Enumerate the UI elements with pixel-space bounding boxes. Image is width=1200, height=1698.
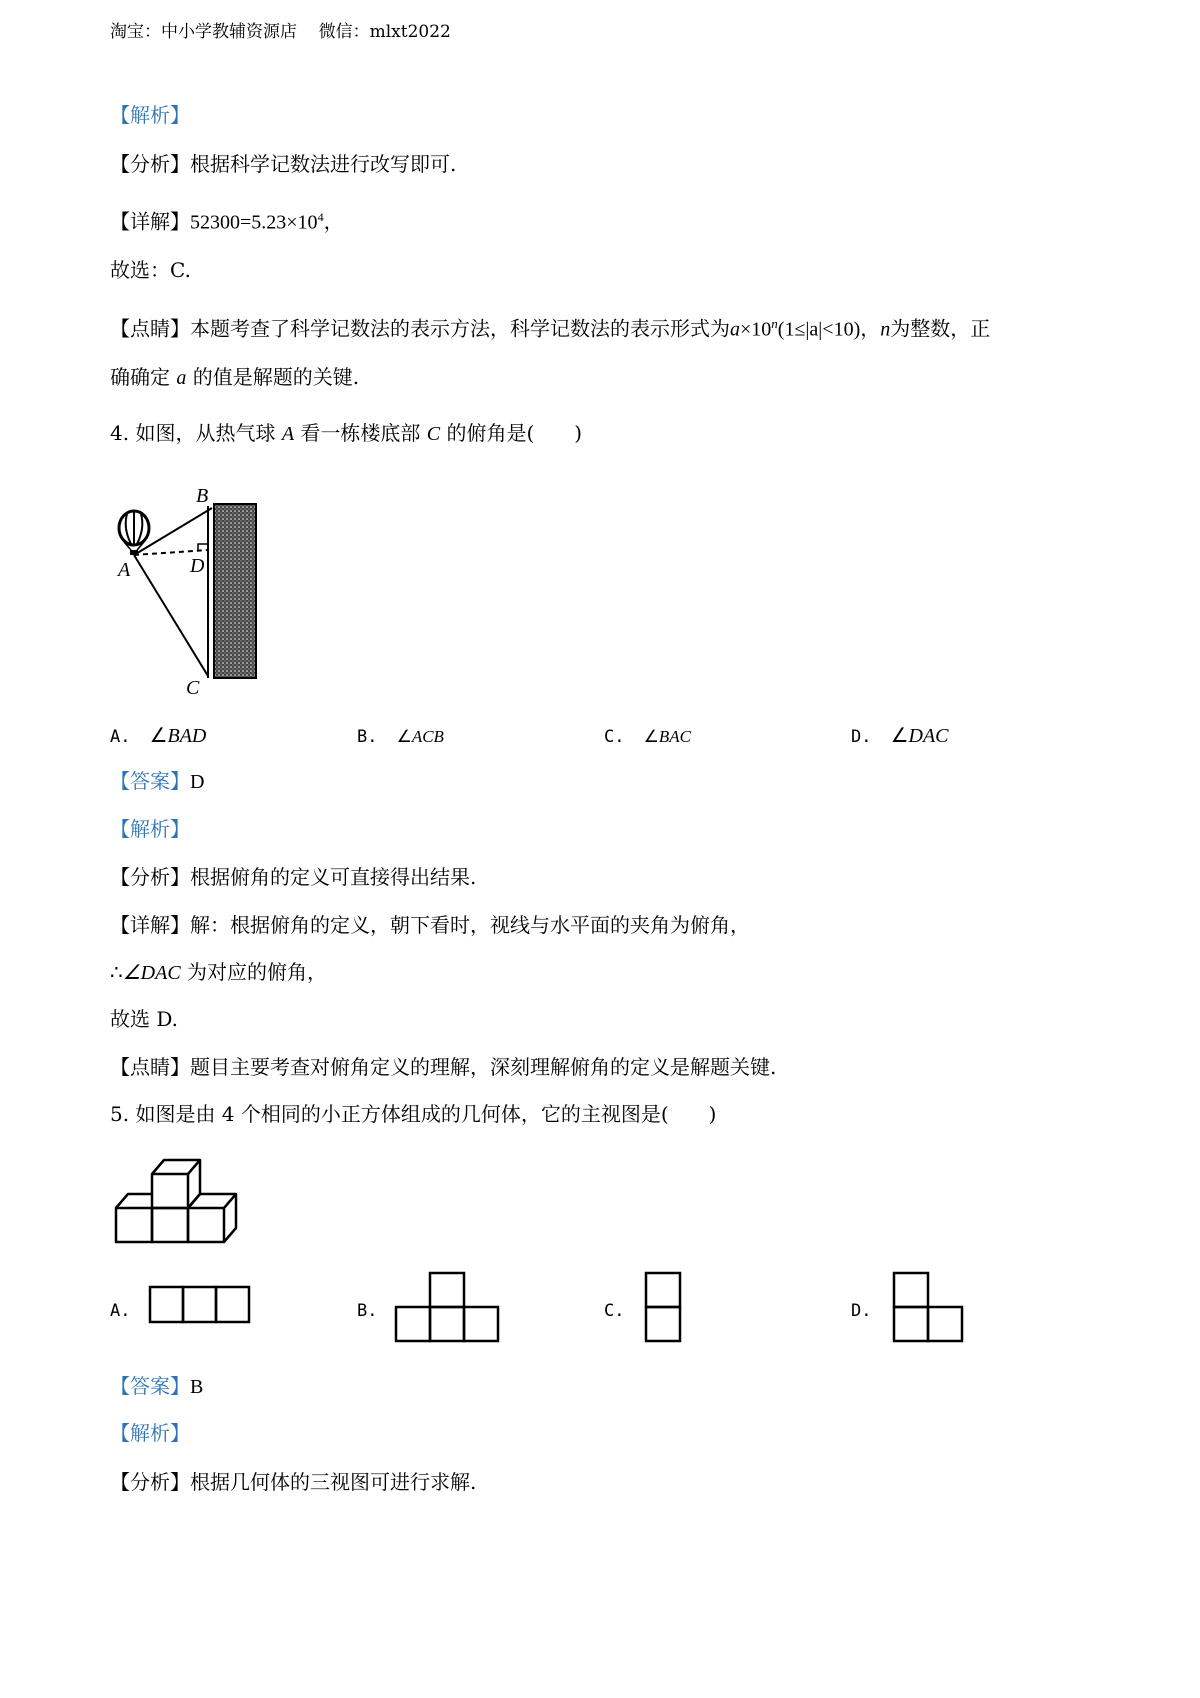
option-label: B. xyxy=(357,727,378,747)
page-header xyxy=(110,18,451,46)
option-c-shape xyxy=(644,1271,684,1343)
angle-symbol: ∠ xyxy=(149,725,168,747)
fenxi-text: 根据俯角的定义可直接得出结果. xyxy=(190,865,477,889)
q4-option-c xyxy=(604,721,691,751)
q5-answer xyxy=(110,1372,203,1401)
option-text: BAC xyxy=(658,727,691,746)
option-label: D. xyxy=(851,1301,872,1321)
fenxi-tag: 【分析】 xyxy=(110,152,190,176)
option-label: A. xyxy=(110,1301,131,1321)
option-label: A. xyxy=(110,727,131,747)
q4-option-b xyxy=(357,721,444,751)
xiangjie-tag: 【详解】 xyxy=(110,209,190,234)
var-n: n xyxy=(880,318,891,341)
q4-answer xyxy=(110,767,204,796)
option-text: ACB xyxy=(411,727,444,746)
xiangjie-tail: ， xyxy=(323,209,344,234)
dianjing-line2-a: 确确定 xyxy=(110,365,170,389)
q4-option-d xyxy=(851,721,949,751)
dianjing-line2-b: 的值是解题的关键. xyxy=(192,365,360,389)
option-b-shape xyxy=(394,1271,500,1343)
q3-jiexi: 【解析】 xyxy=(110,103,190,127)
formula-range: (1≤|a|<10) xyxy=(777,318,861,341)
q3-dianjing xyxy=(110,310,990,344)
q5-fenxi xyxy=(110,1468,476,1496)
q5-stem: 5. 如图是由 4 个相同的小正方体组成的几何体，它的主视图是( ) xyxy=(110,1102,717,1126)
answer-tag: 【答案】 xyxy=(110,769,190,793)
option-d-shape xyxy=(892,1271,966,1343)
balloon-building-figure xyxy=(110,478,270,698)
q5-option-a xyxy=(110,1295,130,1325)
q4-stem-b: 看一栋楼底部 xyxy=(300,421,421,445)
q4-option-a xyxy=(110,721,206,751)
fenxi-tag: 【分析】 xyxy=(110,865,190,889)
q4-fenxi xyxy=(110,863,476,891)
q3-xiangjie xyxy=(110,203,344,237)
option-a-shape xyxy=(148,1285,252,1325)
answer-value: D xyxy=(190,771,205,793)
answer-tag: 【答案】 xyxy=(110,1374,190,1398)
var-a: a xyxy=(176,367,187,389)
option-text: DAC xyxy=(908,725,949,747)
label-d: D xyxy=(190,555,205,577)
q3-fenxi xyxy=(110,150,456,178)
angle-symbol: ∠ xyxy=(890,725,909,747)
dianjing-text-1: 本题考查了科学记数法的表示方法，科学记数法的表示形式为 xyxy=(190,316,730,341)
dianjing-text-2: ， xyxy=(860,316,881,341)
option-text: BAD xyxy=(167,725,207,747)
xiangjie-text: 解：根据俯角的定义，朝下看时，视线与水平面的夹角为俯角， xyxy=(190,913,750,937)
q4-stem-var-c: C xyxy=(426,423,441,445)
building xyxy=(214,504,256,678)
q4-xiangjie xyxy=(110,911,750,939)
option-label: D. xyxy=(851,727,872,747)
xiangjie-exp: 4 xyxy=(317,210,324,224)
dianjing-text: 题目主要考查对俯角定义的理解，深刻理解俯角的定义是解题关键. xyxy=(190,1055,777,1079)
q4-dianjing xyxy=(110,1053,776,1081)
q3-guxuan: 故选：C. xyxy=(110,258,191,282)
q4-stem-var-a: A xyxy=(281,423,295,445)
cube-solid-figure xyxy=(112,1156,252,1246)
therefore-angle: ∠DAC xyxy=(122,962,181,984)
q5-option-c xyxy=(604,1295,624,1325)
label-c: C xyxy=(186,677,200,699)
shop-name: 淘宝：中小学教辅资源店 xyxy=(110,22,297,42)
formula-n: n xyxy=(771,316,778,331)
angle-symbol: ∠ xyxy=(643,727,659,746)
therefore-text: 为对应的俯角， xyxy=(187,960,328,984)
fenxi-text: 根据几何体的三视图可进行求解. xyxy=(190,1470,477,1494)
q4-therefore xyxy=(110,958,327,987)
dianjing-tag: 【点睛】 xyxy=(110,1055,190,1079)
xiangjie-tag: 【详解】 xyxy=(110,913,190,937)
formula-a: a xyxy=(730,318,740,341)
q4-jiexi: 【解析】 xyxy=(110,817,190,841)
xiangjie-expr: 52300=5.23×10 xyxy=(190,211,318,234)
q5-option-d xyxy=(851,1295,871,1325)
dianjing-text-3: 为整数，正 xyxy=(890,316,991,341)
formula-times-ten: ×10 xyxy=(740,318,772,341)
fenxi-tag: 【分析】 xyxy=(110,1470,190,1494)
label-b: B xyxy=(196,485,209,507)
answer-value: B xyxy=(190,1376,204,1398)
q3-dianjing-line2 xyxy=(110,363,359,392)
wechat-id: 微信：mlxt2022 xyxy=(318,22,451,42)
q4-stem xyxy=(110,419,582,448)
option-label: C. xyxy=(604,727,625,747)
angle-symbol: ∠ xyxy=(396,727,412,746)
label-a: A xyxy=(118,559,131,581)
option-label: B. xyxy=(357,1301,378,1321)
therefore-symbol: ∴ xyxy=(110,962,123,984)
option-label: C. xyxy=(604,1301,625,1321)
q4-stem-c: 的俯角是( ) xyxy=(446,421,583,445)
fenxi-text: 根据科学记数法进行改写即可. xyxy=(190,152,457,176)
q5-jiexi: 【解析】 xyxy=(110,1421,190,1445)
dianjing-tag: 【点睛】 xyxy=(110,316,190,341)
q5-option-b xyxy=(357,1295,377,1325)
q4-guxuan: 故选 D. xyxy=(110,1007,179,1031)
q4-stem-a: 4. 如图，从热气球 xyxy=(110,421,276,445)
